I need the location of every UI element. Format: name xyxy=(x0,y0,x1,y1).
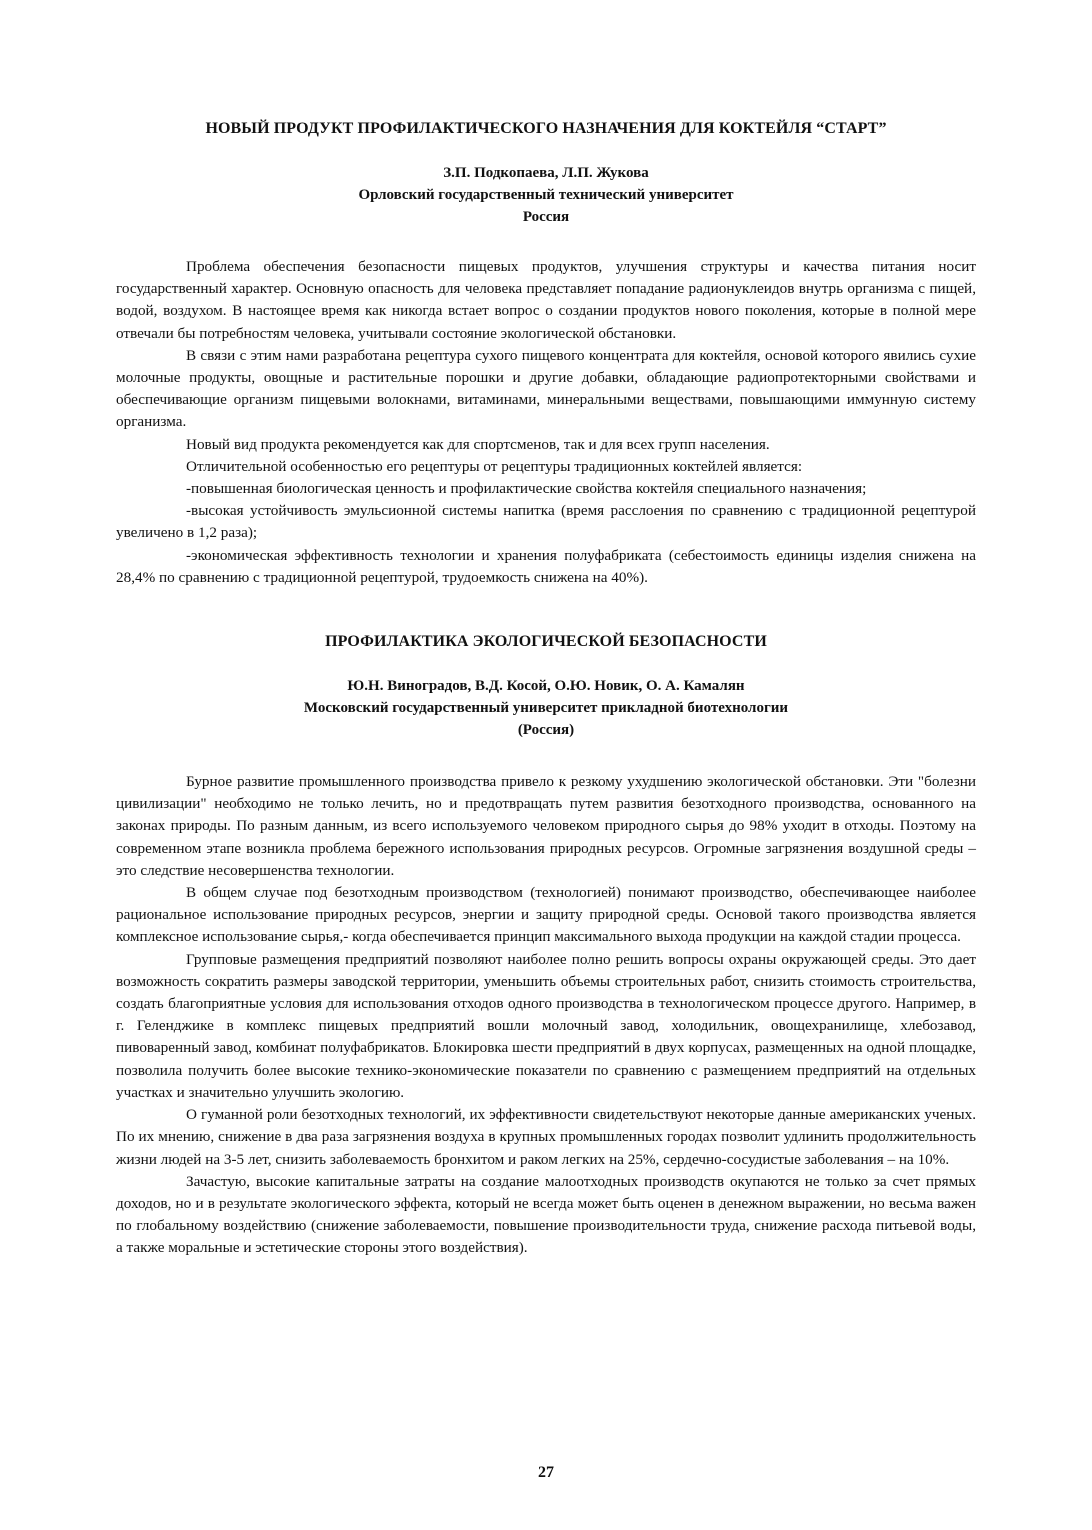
paragraph: Отличительной особенностью его рецептуры от рецептуры традиционных коктейлей является: xyxy=(186,457,803,475)
article-1-affiliation: Орловский государственный технический университет xyxy=(358,187,734,203)
paragraph: В связи с этим нами разработана рецептура сухого пищевого концентрата для коктейля, основой которого явились сухие молочные продукты, овощные и растительные порошки и другие добавки, обладающие радиопротекторными свойствами и обеспечивающие организм пищевыми волокнами, витаминами, минеральными веществами, повышающими иммунную систему организма. xyxy=(116,346,976,431)
article-1 xyxy=(116,118,976,589)
paragraph: Групповые размещения предприятий позволяют наиболее полно решить вопросы охраны окружающей среды. Это дает возможность сократить размеры заводской территории, уменьшить объемы строительных работ, снизить стоимость строительства, создать благоприятные условия для использования отходов одного производства в технологическом процессе другого. Например, в г. Геленджике в комплекс пищевых предприятий вошли молочный завод, холодильник, овощехранилище, хлебозавод, пивоваренный завод, комбинат полуфабрикатов. Блокировка шести предприятий в двух корпусах, размещенных на одной площадке, позволила получить более высокие технико-экономические показатели по сравнению с размещением предприятий на отдельных участках и значительно улучшить экологию. xyxy=(116,950,976,1101)
article-2-affiliation: Московский государственный университет прикладной биотехнологии xyxy=(303,700,789,717)
article-2-country: (Россия) xyxy=(517,722,575,739)
paragraph: В общем случае под безотходным производством (технологией) понимают производство, обеспечивающее наиболее рациональное использование природных ресурсов, энергии и защиту природной среды. Основой такого производства является комплексное использование сырья,- когда обеспечивается принцип максимального выхода продукции на каждой стадии процесса. xyxy=(116,884,976,946)
paragraph: -повышенная биологическая ценность и профилактические свойства коктейля специального назначения; xyxy=(186,480,867,498)
article-1-authors: З.П. Подкопаева, Л.П. Жукова xyxy=(443,165,649,181)
paragraph: Зачастую, высокие капитальные затраты на создание малоотходных производств окупаются не только за счет прямых доходов, но и в результате экологического эффекта, который не всегда может быть оценен в денежном выражении, но весьма важен по глобальному воздействию (снижение заболеваемости, повышение производительности труда, снижение расхода питьевой воды, а также моральные и эстетические стороны этого воздействия). xyxy=(116,1172,976,1257)
page-number: 27 xyxy=(538,1464,554,1481)
article-2-title: ПРОФИЛАКТИКА ЭКОЛОГИЧЕСКОЙ БЕЗОПАСНОСТИ xyxy=(325,633,767,651)
article-2 xyxy=(116,631,976,1259)
article-2-body xyxy=(116,771,976,1259)
paragraph: Бурное развитие промышленного производства привело к резкому ухудшению экологической обстановки. Эти "болезни цивилизации" необходимо не только лечить, но и предотвращать путем развития безотходного производства, основанного на законах природы. По разным данным, из всего используемого человеком природного сырья до 98% уходит в отходы. Поэтому на современном этапе возникла проблема бережного использования природных ресурсов. Огромные загрязнения воздушной среды – это следствие несовершенства технологии. xyxy=(116,773,976,879)
article-2-authors: Ю.Н. Виноградов, В.Д. Косой, О.Ю. Новик, О. А. Камалян xyxy=(347,678,745,695)
paragraph: О гуманной роли безотходных технологий, их эффективности свидетельствуют некоторые данные американских ученых. По их мнению, снижение в два раза загрязнения воздуха в крупных промышленных городах позволит удлинить продолжительность жизни людей на 3-5 лет, снизить заболеваемость бронхитом и раком легких на 25%, сердечно-сосудистые заболевания – на 10%. xyxy=(116,1106,976,1168)
paragraph: Новый вид продукта рекомендуется как для спортсменов, так и для всех групп населения. xyxy=(186,435,770,453)
paragraph: Проблема обеспечения безопасности пищевых продуктов, улучшения структуры и качества питания носит государственный характер. Основную опасность для человека представляет попадание радионуклеидов внутрь организма с пищей, водой, воздухом. В настоящее время как никогда встает вопрос о создании продуктов нового поколения, которые в полной мере отвечали бы потребностям человека, учитывали состояние экологической обстановки. xyxy=(116,258,976,342)
paragraph: -высокая устойчивость эмульсионной системы напитка (время расслоения по сравнению с традиционной рецептурой увеличено в 1,2 раза); xyxy=(116,502,976,542)
article-1-body xyxy=(116,256,976,589)
article-1-country: Россия xyxy=(522,209,570,225)
page-content xyxy=(116,118,976,1260)
paragraph: -экономическая эффективность технологии и хранения полуфабриката (себестоимость единицы изделия снижена на 28,4% по сравнению с традиционной рецептурой, трудоемкость снижена на 40%). xyxy=(116,546,976,586)
article-1-title: НОВЫЙ ПРОДУКТ ПРОФИЛАКТИЧЕСКОГО НАЗНАЧЕНИЯ ДЛЯ КОКТЕЙЛЯ “СТАРТ” xyxy=(205,120,887,137)
